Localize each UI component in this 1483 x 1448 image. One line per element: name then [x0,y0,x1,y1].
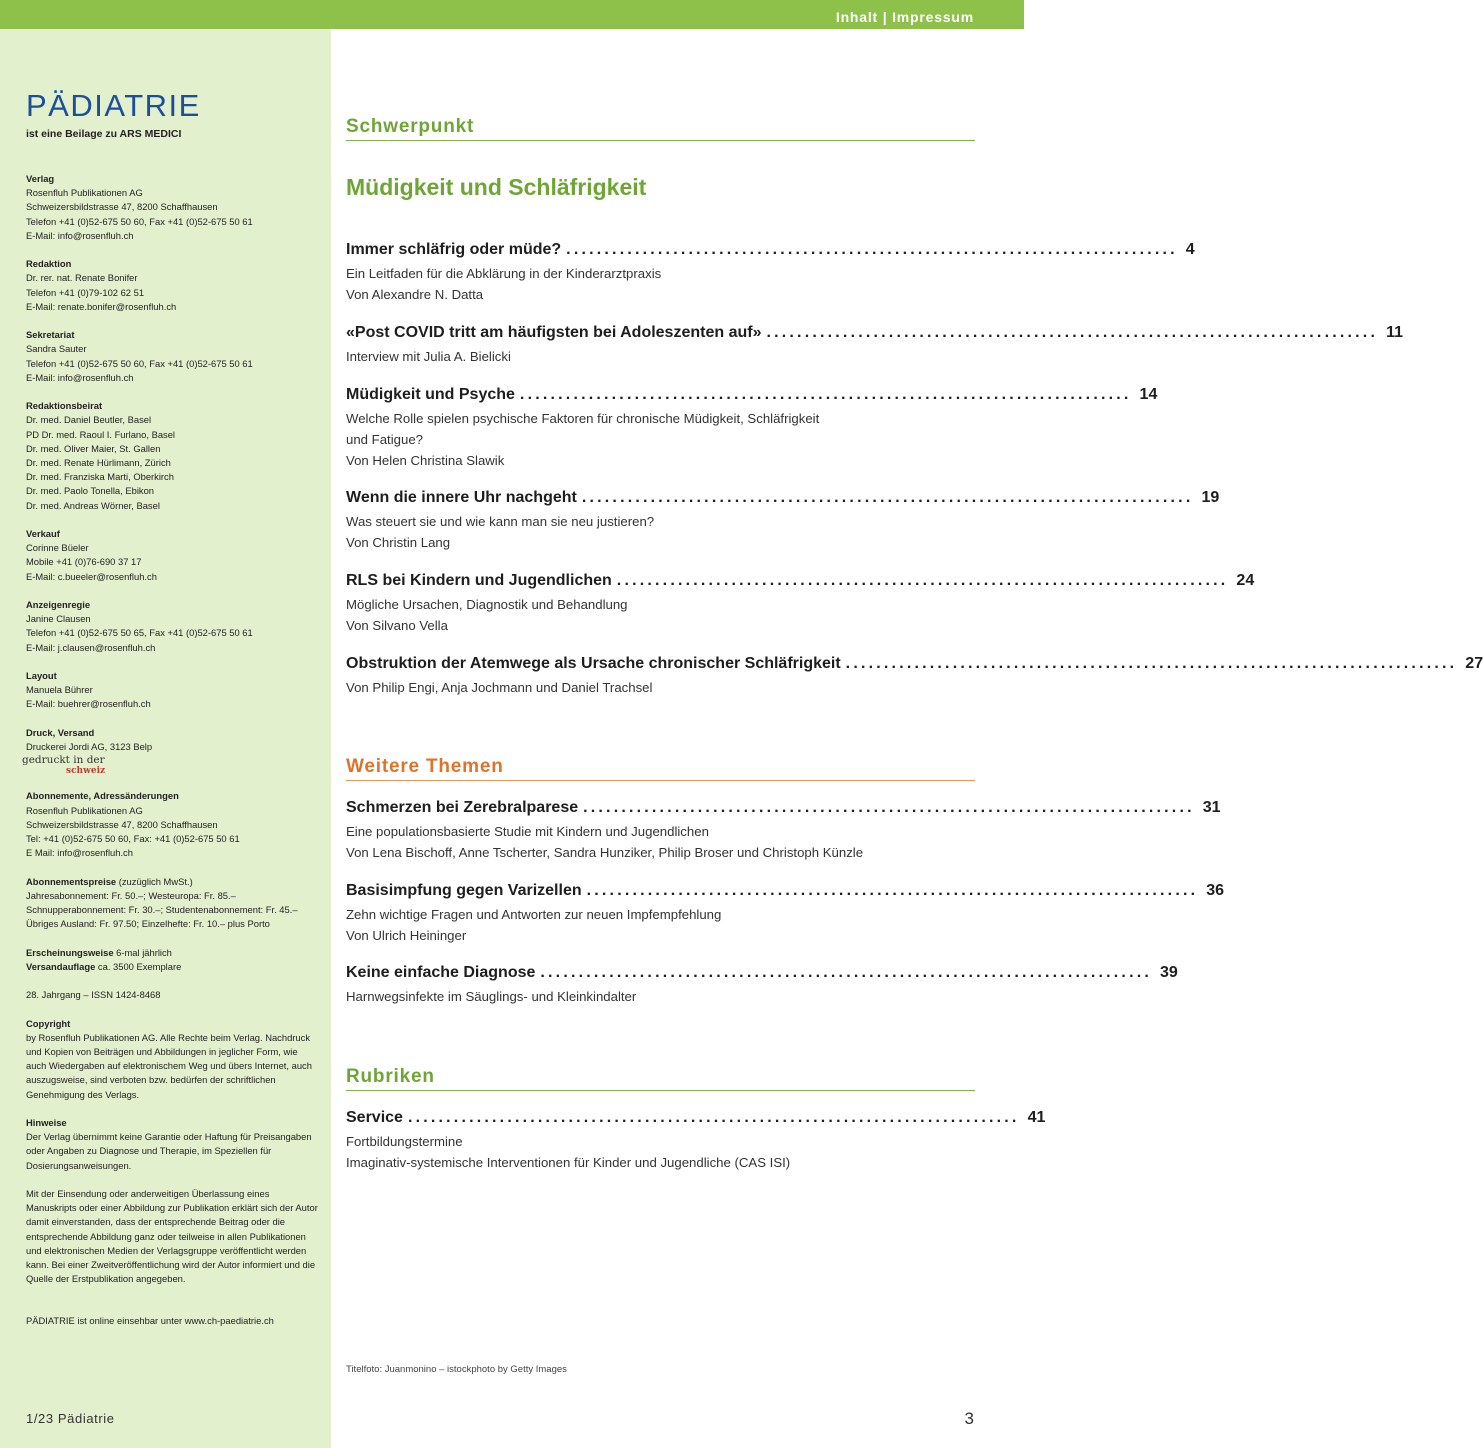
printed-in-switzerland-logo [22,754,318,777]
impressum-value: ca. 3500 Exemplare [95,960,182,972]
impressum-abonnemente [26,789,318,860]
impressum-heading: Abonnemente, Adressänderungen [26,790,179,802]
impressum-jahrgang [26,988,318,1002]
impressum-label: Versandauflage [26,960,96,972]
toc-leader-dots: ................................................................................ [581,489,1194,506]
impressum-preise [26,875,318,932]
toc-leader-dots: ................................................................................ [616,572,1229,589]
impressum-line: Dr. med. Andreas Wörner, Basel [26,499,160,511]
toc-entry-line [346,882,1225,904]
toc-entry-subline: Von Alexandre N. Datta [346,287,484,302]
impressum-einsendung [26,1187,318,1286]
section-heading-rubriken: Rubriken [346,1066,975,1091]
impressum-line: Telefon +41 (0)79-102 62 51 [26,286,145,298]
toc-entry-line [346,386,1158,408]
toc-entry-title: RLS bei Kindern und Jugendlichen [346,572,612,589]
toc-entry-line [346,1109,1046,1131]
impressum-contact-blocks [26,172,318,712]
toc-page-number: 19 [1201,489,1220,506]
toc-entry[interactable] [346,386,1158,471]
toc-entry-title: Basisimpfung gegen Varizellen [346,882,582,899]
impressum-line: Schnupperabonnement: Fr. 30.–; Studentenabonnement: Fr. 45.– [26,904,298,916]
toc-entry-title: Wenn die innere Uhr nachgeht [346,489,577,506]
impressum-line: Dr. med. Paolo Tonella, Ebikon [26,485,155,497]
impressum-heading-line [26,875,318,889]
toc-leader-dots: ................................................................................ [540,964,1153,981]
impressum-heading: Copyright [26,1017,71,1029]
impressum-line: Dr. med. Daniel Beutler, Basel [26,414,152,426]
toc-entry-title: Müdigkeit und Psyche [346,386,515,403]
toc-leader-dots: ................................................................................ [566,241,1178,258]
impressum-value: 6-mal jährlich [113,946,172,958]
issue-footer: 1/23 Pädiatrie [26,1411,115,1426]
impressum-line: 28. Jahrgang – ISSN 1424-8468 [26,989,161,1001]
toc-entry-subline: Welche Rolle spielen psychische Faktoren für chronische Müdigkeit, Schläfrigkeit [346,411,820,426]
impressum-block [26,399,318,513]
impressum-hinweise [26,1116,318,1173]
impressum-heading: Redaktionsbeirat [26,400,103,412]
impressum-erscheinung [26,946,318,974]
toc-entry[interactable] [346,489,1220,553]
impressum-heading: Verkauf [26,528,60,540]
toc-entry-subline: Harnwegsinfekte im Säuglings- und Kleinkindalter [346,989,637,1004]
toc-entry-title: Service [346,1109,403,1126]
toc-entry-line [346,324,1404,346]
toc-entry-subline: Von Silvano Vella [346,618,448,633]
impressum-line: Schweizersbildstrasse 47, 8200 Schaffhausen [26,201,218,213]
toc-leader-dots: ................................................................................ [407,1109,1020,1126]
toc-page-number: 14 [1139,386,1158,403]
impressum-online-link: PÄDIATRIE ist online einsehbar unter www.ch-paediatrie.ch [26,1315,274,1327]
impressum-block [26,257,318,314]
impressum-line: E-Mail: j.clausen@rosenfluh.ch [26,641,156,653]
toc-entry-subline: Fortbildungstermine [346,1134,463,1149]
toc-entry-subline: Von Christin Lang [346,535,451,550]
toc-page-number: 24 [1236,572,1255,589]
toc-entry[interactable] [346,882,1225,946]
impressum-block [26,669,318,712]
toc-entry[interactable] [346,241,1195,305]
impressum-heading: Sekretariat [26,329,75,341]
impressum-line: Jahresabonnement: Fr. 50.–; Westeuropa: Fr. 85.– [26,889,236,901]
toc-entry-subline: Was steuert sie und wie kann man sie neu justieren? [346,514,655,529]
toc-entry-line [346,799,1221,821]
toc-entry-line [346,241,1195,263]
impressum-line: Übriges Ausland: Fr. 97.50; Einzelhefte: Fr. 10.– plus Porto [26,918,270,930]
impressum-line: Dr. med. Oliver Maier, St. Gallen [26,442,161,454]
toc-entry-title: Immer schläfrig oder müde? [346,241,562,258]
impressum-heading: Anzeigenregie [26,599,91,611]
toc-leader-dots: ................................................................................ [519,386,1132,403]
impressum-line: E-Mail: info@rosenfluh.ch [26,371,134,383]
toc-entry-subline: Von Ulrich Heininger [346,928,467,943]
impressum-heading: Verlag [26,173,55,184]
impressum-block [26,172,318,243]
impressum-line: PD Dr. med. Raoul I. Furlano, Basel [26,428,176,440]
impressum-line: Mobile +41 (0)76-690 37 17 [26,556,142,568]
toc-entry[interactable] [346,799,1221,863]
toc-page-number: 31 [1202,799,1221,816]
toc-entry-subline: und Fatigue? [346,432,423,447]
toc-entry-subline: Mögliche Ursachen, Diagnostik und Behandlung [346,597,628,612]
toc-entry[interactable] [346,324,1404,367]
impressum-line: Dr. rer. nat. Renate Bonifer [26,272,138,284]
toc-entry-subline: Ein Leitfaden für die Abklärung in der Kinderarztpraxis [346,266,662,281]
toc-entry-line [346,655,1483,677]
impressum-line: Rosenfluh Publikationen AG [26,804,143,816]
impressum-line: Telefon +41 (0)52-675 50 65, Fax +41 (0)52-675 50 61 [26,627,253,639]
impressum-line: Telefon +41 (0)52-675 50 60, Fax +41 (0)52-675 50 61 [26,215,253,227]
impressum-heading-note: (zuzüglich MwSt.) [116,875,193,887]
toc-entry-subline: Interview mit Julia A. Bielicki [346,349,511,364]
toc-entry-subline: Eine populationsbasierte Studie mit Kindern und Jugendlichen [346,824,709,839]
impressum-heading: Redaktion [26,258,72,270]
impressum-line: Rosenfluh Publikationen AG [26,187,143,199]
print-logo-country: schweiz [66,766,106,777]
impressum-copyright [26,1017,318,1102]
section-heading-weitere-themen: Weitere Themen [346,756,975,781]
toc-entry[interactable] [346,964,1178,1007]
focus-topic-title: Müdigkeit und Schläfrigkeit [346,174,647,200]
impressum-line: Manuela Bührer [26,684,93,696]
toc-entry-title: «Post COVID tritt am häufigsten bei Adoleszenten auf» [346,324,762,341]
toc-page-number: 41 [1027,1109,1046,1126]
toc-entry[interactable] [346,1109,1046,1173]
toc-entry-line [346,964,1178,986]
impressum-block [26,527,318,584]
section-heading-schwerpunkt: Schwerpunkt [346,116,975,141]
header-bar [0,0,1024,29]
impressum-line: Dr. med. Renate Hürlimann, Zürich [26,457,171,469]
toc-entry-title: Obstruktion der Atemwege als Ursache chronischer Schläfrigkeit [346,655,841,672]
impressum-line: Dr. med. Franziska Marti, Oberkirch [26,471,174,483]
impressum-line: E Mail: info@rosenfluh.ch [26,847,133,859]
impressum-line: E-Mail: buehrer@rosenfluh.ch [26,698,151,710]
impressum-heading: Hinweise [26,1117,67,1128]
toc-page-number: 4 [1185,241,1195,258]
impressum-heading: Druck, Versand [26,726,95,738]
impressum-block [26,328,318,385]
impressum-line: Tel: +41 (0)52-675 50 60, Fax: +41 (0)52-675 50 61 [26,833,240,845]
toc-entry[interactable] [346,655,1483,698]
magazine-logo: PÄDIATRIE [26,88,201,123]
magazine-subtitle: ist eine Beilage zu ARS MEDICI [26,128,182,140]
impressum-heading: Abonnementspreise [26,875,117,887]
photo-credit: Titelfoto: Juanmonino – istockphoto by Getty Images [346,1364,567,1375]
impressum-line: Janine Clausen [26,613,91,625]
impressum-line [26,946,318,960]
toc-leader-dots: ................................................................................ [845,655,1458,672]
toc-entry-subline: Von Helen Christina Slawik [346,453,505,468]
impressum-heading: Layout [26,670,57,682]
page-number: 3 [964,1409,974,1428]
impressum-line: Druckerei Jordi AG, 3123 Belp [26,741,153,753]
toc-page-number: 11 [1386,324,1404,341]
impressum-paragraph: Mit der Einsendung oder anderweitigen Überlassung eines Manuskripts oder einer Abbildung zur Publikation erklärt sich der Autor damit einverstanden, dass der entsprechende Beitrag oder die entsprechende Abbildung ganz oder teilweise in allen Publikationen und elektronischen Medien der Verlagsgruppe veröffentlicht werden kann. Bei einer Zweitveröffentlichung wird der Autor informiert und die Quelle der Erstpublikation angegeben. [26,1188,318,1285]
toc-entry-title: Schmerzen bei Zerebralparese [346,799,579,816]
toc-entry-subline: Von Lena Bischoff, Anne Tscherter, Sandra Hunziker, Philip Broser und Christoph Künzle [346,845,864,860]
impressum-line: E-Mail: info@rosenfluh.ch [26,229,134,241]
impressum-block [26,598,318,655]
toc-leader-dots: ................................................................................ [583,799,1195,816]
impressum-paragraph: by Rosenfluh Publikationen AG. Alle Rechte beim Verlag. Nachdruck und Kopien von Beiträgen und Abbildungen in jeglicher Form, wie auch Wiedergaben auf elektronischem Weg und übers Internet, auch auszugsweise, sind verboten bzw. bedürfen der schriftlichen Genehmigung des Verlags. [26,1031,312,1100]
impressum-blocks [22,172,318,1343]
impressum-druck [22,726,318,777]
toc-entry-line [346,489,1220,511]
impressum-line: Corinne Büeler [26,542,89,554]
breadcrumb: Inhalt | Impressum [835,9,974,25]
toc-entry[interactable] [346,572,1255,636]
toc-entry-subline: Von Philip Engi, Anja Jochmann und Daniel Trachsel [346,680,653,695]
toc-entry-title: Keine einfache Diagnose [346,964,536,981]
impressum-paragraph: Der Verlag übernimmt keine Garantie oder Haftung für Preisangaben oder Angaben zu Diagnose und Therapie, im Speziellen für Dosierungsanweisungen. [26,1131,312,1171]
impressum-line: Telefon +41 (0)52-675 50 60, Fax +41 (0)52-675 50 61 [26,357,253,369]
toc-page-number: 39 [1160,964,1178,981]
toc-entry-line [346,572,1255,594]
impressum-label: Erscheinungsweise [26,946,114,958]
impressum-online [26,1314,318,1328]
toc-leader-dots: ................................................................................ [586,882,1199,899]
impressum-line: E-Mail: renate.bonifer@rosenfluh.ch [26,300,177,312]
toc-page-number: 27 [1465,655,1483,672]
impressum-line: Schweizersbildstrasse 47, 8200 Schaffhausen [26,818,218,830]
toc-page-number: 36 [1206,882,1225,899]
print-logo-text: gedruckt in der [22,754,105,767]
impressum-line: E-Mail: c.bueeler@rosenfluh.ch [26,570,157,582]
toc-entry-subline: Zehn wichtige Fragen und Antworten zur neuen Impfempfehlung [346,907,722,922]
toc-entry-subline: Imaginativ-systemische Interventionen für Kinder und Jugendliche (CAS ISI) [346,1155,791,1170]
impressum-line: Sandra Sauter [26,343,87,355]
toc-leader-dots: ................................................................................ [766,324,1379,341]
impressum-line [26,960,318,974]
